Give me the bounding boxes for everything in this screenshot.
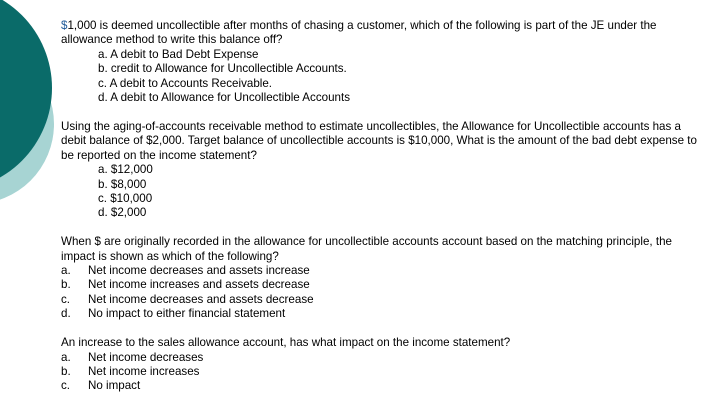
question-3 [61, 235, 701, 321]
option-text: No impact [88, 379, 141, 393]
question-1-stem [61, 19, 701, 48]
question-4-stem: An increase to the sales allowance account, has what impact on the income statement? [61, 336, 511, 350]
option-letter: b. [61, 364, 71, 378]
option-letter: c. [61, 292, 71, 306]
question-1-option-d: d. A debit to Allowance for Uncollectible Accounts [98, 91, 350, 105]
question-4-option-a [61, 351, 701, 365]
option-letter: c. [61, 379, 71, 393]
option-letter: b. [61, 278, 71, 292]
question-list [61, 19, 701, 394]
option-text: No impact to either financial statement [88, 307, 286, 321]
question-1 [61, 19, 701, 105]
question-4-option-b [61, 365, 701, 379]
question-3-option-c [61, 293, 701, 307]
question-1-stem-text: 1,000 is deemed uncollectible after months of chasing a customer, which of the following is part of the JE under the allowance method to write this balance off? [61, 19, 657, 47]
question-1-option-b: b. credit to Allowance for Uncollectible Accounts. [98, 62, 347, 76]
question-2-option-a: a. $12,000 [98, 163, 153, 177]
option-text: Net income increases and assets decrease [88, 278, 310, 292]
option-text: Net income decreases and assets decrease [88, 292, 314, 306]
question-2-option-b: b. $8,000 [98, 177, 147, 191]
decorative-circles [0, 0, 60, 230]
question-3-option-d [61, 307, 701, 321]
option-letter: a. [61, 263, 71, 277]
question-1-dollar: $ [61, 19, 68, 32]
option-text: Net income decreases [88, 350, 204, 364]
question-2 [61, 120, 701, 221]
question-1-option-a: a. A debit to Bad Debt Expense [98, 47, 259, 61]
question-2-stem: Using the aging-of-accounts receivable method to estimate uncollectibles, the Allowance for Uncollectible accounts has a debit balance of $2,000. Target balance of uncollectible accounts is $10,000, What is the amount of the bad debt expense to be reported on the income statement? [61, 119, 697, 162]
question-4 [61, 336, 701, 394]
question-1-option-c: c. A debit to Accounts Receivable. [98, 76, 273, 90]
option-letter: a. [61, 350, 71, 364]
option-text: Net income decreases and assets increase [88, 263, 310, 277]
question-2-option-d: d. $2,000 [98, 206, 147, 220]
question-4-option-c [61, 379, 701, 393]
question-3-stem: When $ are originally recorded in the allowance for uncollectible accounts account based on the matching principle, the impact is shown as which of the following? [61, 235, 672, 263]
option-letter: d. [61, 307, 71, 321]
question-2-option-c: c. $10,000 [98, 191, 153, 205]
option-text: Net income increases [88, 364, 200, 378]
dark-teal-circle [0, 0, 52, 191]
light-teal-circle [0, 44, 54, 204]
question-3-option-a [61, 264, 701, 278]
question-3-option-b [61, 278, 701, 292]
